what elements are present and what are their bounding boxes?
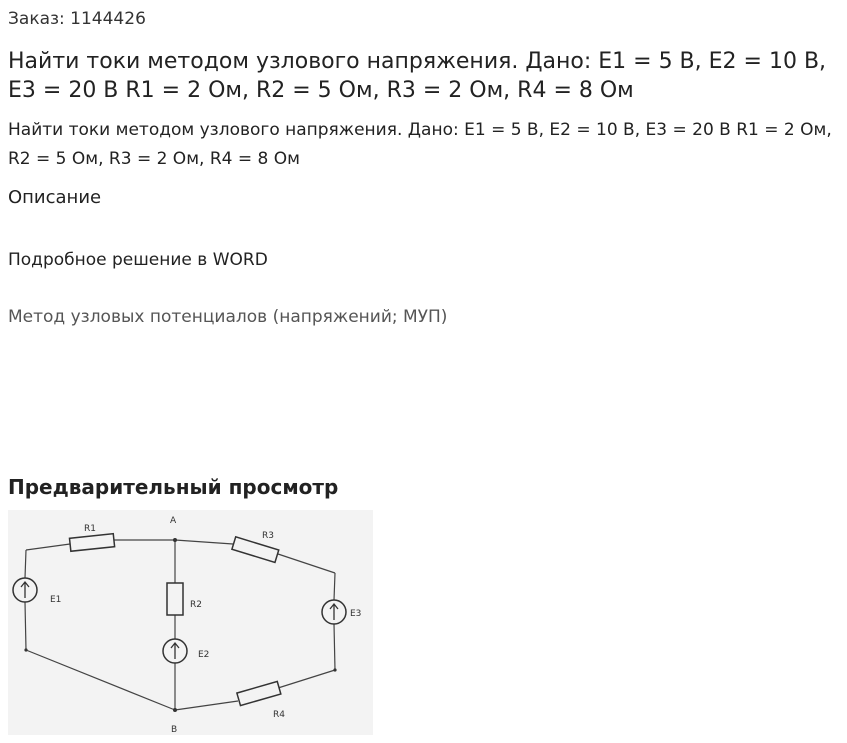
label-r2: R2 xyxy=(190,600,202,610)
label-e3: E3 xyxy=(350,609,362,619)
description-method: Метод узловых потенциалов (напряжений; МУП) xyxy=(8,307,448,327)
label-r1: R1 xyxy=(84,524,96,534)
node-b-dot xyxy=(173,708,177,712)
resistor-r2 xyxy=(167,583,183,615)
order-number: Заказ: 1144426 xyxy=(8,9,146,29)
label-e2: E2 xyxy=(198,650,210,660)
source-e2 xyxy=(163,639,187,663)
task-statement: Найти токи методом узлового напряжения. Дано: E1 = 5 B, E2 = 10 B, E3 = 20 B R1 = 2 Ом, R2 = 5 Ом, R3 = 2 Ом, R4 = 8 Ом xyxy=(8,120,832,169)
label-r3: R3 xyxy=(262,531,274,541)
preview-heading: Предварительный просмотр xyxy=(8,475,339,499)
circuit-diagram xyxy=(8,510,373,735)
description-word-solution: Подробное решение в WORD xyxy=(8,250,268,270)
preview-image xyxy=(8,510,373,735)
label-node-a: A xyxy=(170,516,177,526)
label-r4: R4 xyxy=(273,710,285,720)
source-e3 xyxy=(322,600,346,624)
source-e1 xyxy=(13,578,37,602)
label-node-b: B xyxy=(171,725,178,735)
description-label: Описание xyxy=(8,187,102,208)
page-title: Найти токи методом узлового напряжения. Дано: E1 = 5 B, E2 = 10 B, E3 = 20 B R1 = 2 Ом, R2 = 5 Ом, R3 = 2 Ом, R4 = 8 Ом xyxy=(8,49,827,103)
node-a-dot xyxy=(173,538,177,542)
label-e1: E1 xyxy=(50,595,62,605)
